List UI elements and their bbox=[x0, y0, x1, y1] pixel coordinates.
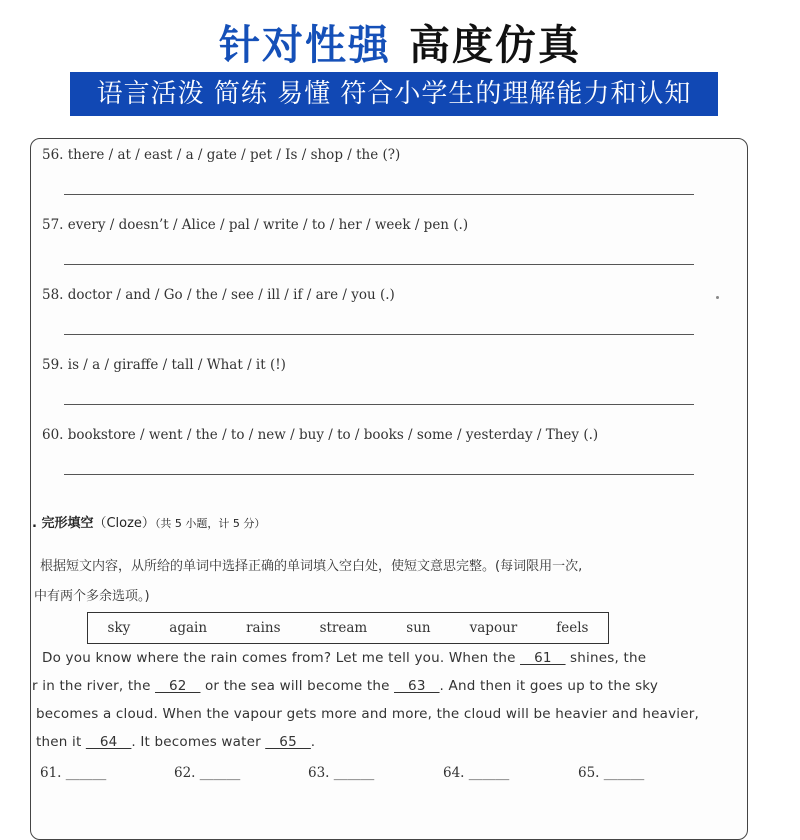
answer-line-60 bbox=[64, 474, 694, 475]
headline bbox=[0, 12, 800, 71]
passage-text: shines, the bbox=[565, 650, 647, 666]
scan-speck bbox=[716, 296, 719, 299]
blank-61: __61__ bbox=[520, 650, 566, 666]
answer-line-56 bbox=[64, 194, 694, 195]
word-bank-item: sun bbox=[406, 620, 431, 636]
blank-64: __64__ bbox=[85, 734, 132, 750]
word-bank-item: rains bbox=[246, 620, 281, 636]
headline-part2: 高度仿真 bbox=[409, 21, 581, 69]
question-57: 57. every / doesn’t / Alice / pal / write / to / her / week / pen (.) bbox=[42, 217, 469, 233]
passage-line-2 bbox=[32, 678, 658, 694]
passage-text: Do you know where the rain comes from? Let me tell you. When the bbox=[42, 650, 521, 666]
section-title-prefix: . 完形填空 bbox=[32, 516, 94, 531]
answer-line-58 bbox=[64, 334, 694, 335]
passage-line-3: becomes a cloud. When the vapour gets more and more, the cloud will be heavier and heavier, bbox=[36, 706, 700, 722]
word-bank-item: again bbox=[169, 620, 208, 636]
passage-line-4 bbox=[36, 734, 315, 750]
answer-line-57 bbox=[64, 264, 694, 265]
blank-65: __65__ bbox=[265, 734, 311, 750]
passage-text: then it bbox=[36, 734, 86, 750]
answer-63: 63. ______ bbox=[308, 765, 375, 781]
passage-text: . It becomes water bbox=[131, 734, 266, 750]
section-title-note: （共 5 小题，计 5 分） bbox=[154, 517, 266, 530]
instruction-line-1: 根据短文内容，从所给的单词中选择正确的单词填入空白处，使短文意思完整。(每词限用一次, bbox=[40, 559, 583, 574]
passage-text: . And then it goes up to the sky bbox=[439, 678, 659, 694]
banner: 语言活泼 简练 易懂 符合小学生的理解能力和认知 bbox=[70, 72, 718, 116]
answer-line-59 bbox=[64, 404, 694, 405]
passage-line-1 bbox=[42, 650, 646, 666]
instruction-line-2: 中有两个多余选项。) bbox=[34, 589, 150, 604]
word-bank-item: feels bbox=[556, 620, 589, 636]
passage-text: r in the river, the bbox=[32, 678, 156, 694]
word-bank bbox=[87, 612, 609, 644]
answer-61: 61. ______ bbox=[40, 765, 107, 781]
question-60: 60. bookstore / went / the / to / new / buy / to / books / some / yesterday / They (.) bbox=[42, 427, 599, 443]
passage-text: . bbox=[310, 734, 316, 750]
question-59: 59. is / a / giraffe / tall / What / it (!) bbox=[42, 357, 286, 373]
word-bank-item: sky bbox=[107, 620, 131, 636]
headline-part1: 针对性强 bbox=[219, 21, 391, 69]
section-title bbox=[32, 512, 265, 531]
blank-62: __62__ bbox=[155, 678, 201, 694]
question-58: 58. doctor / and / Go / the / see / ill / if / are / you (.) bbox=[42, 287, 395, 303]
answer-65: 65. ______ bbox=[578, 765, 645, 781]
passage-text: or the sea will become the bbox=[200, 678, 395, 694]
word-bank-item: vapour bbox=[469, 620, 518, 636]
answer-62: 62. ______ bbox=[174, 765, 241, 781]
section-title-en: （Cloze） bbox=[93, 516, 155, 531]
answer-64: 64. ______ bbox=[443, 765, 510, 781]
question-56: 56. there / at / east / a / gate / pet / Is / shop / the (?) bbox=[42, 147, 401, 163]
blank-63: __63__ bbox=[394, 678, 440, 694]
word-bank-item: stream bbox=[319, 620, 368, 636]
